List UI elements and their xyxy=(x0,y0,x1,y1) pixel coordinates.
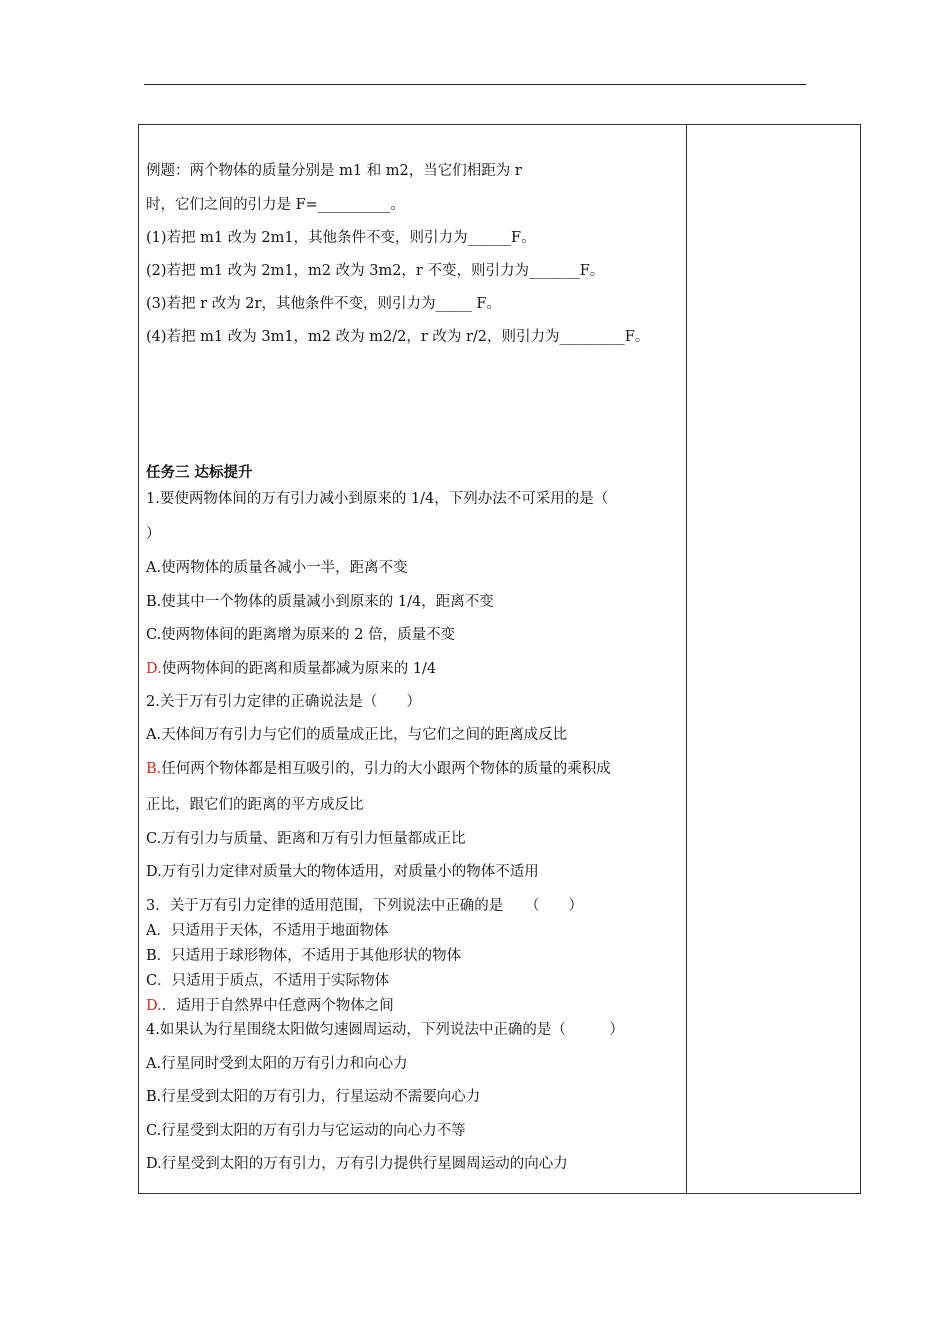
q3-option-d xyxy=(146,997,394,1015)
q3-option-b: B．只适用于球形物体，不适用于其他形状的物体 xyxy=(146,948,462,964)
q1-option-b: B.使其中一个物体的质量减小到原来的 1/4，距离不变 xyxy=(146,594,494,610)
q2-option-a: A.天体间万有引力与它们的质量成正比，与它们之间的距离成反比 xyxy=(146,727,568,743)
q4-option-a: A.行星同时受到太阳的万有引力和向心力 xyxy=(146,1056,408,1072)
q2-option-b-text: 任何两个物体都是相互吸引的，引力的大小跟两个物体的质量的乘积成 xyxy=(161,761,611,777)
q1-option-d-text: 使两物体间的距离和质量都减为原来的 1/4 xyxy=(161,661,437,677)
header-rule xyxy=(144,84,806,85)
q3-answer-mark: D. xyxy=(146,998,162,1014)
q2-option-c: C.万有引力与质量、距离和万有引力恒量都成正比 xyxy=(146,831,466,847)
q4-option-c: C.行星受到太阳的万有引力与它运动的向心力不等 xyxy=(146,1123,466,1139)
q2-option-b-cont: 正比，跟它们的距离的平方成反比 xyxy=(146,797,364,813)
q3-option-a: A．只适用于天体，不适用于地面物体 xyxy=(146,923,389,939)
q2-answer-mark: B. xyxy=(146,761,162,777)
q2-option-d: D.万有引力定律对质量大的物体适用，对质量小的物体不适用 xyxy=(146,864,539,880)
q3-option-d-text: ．适用于自然界中任意两个物体之间 xyxy=(161,998,394,1014)
q2-stem: 2.关于万有引力定律的正确说法是（ ） xyxy=(146,694,421,710)
q3-stem: 3．关于万有引力定律的适用范围，下列说法中正确的是 （ ） xyxy=(146,898,583,914)
example-question-2: (2)若把 m1 改为 2m1，m2 改为 3m2，r 不变，则引力为_______F。 xyxy=(146,263,605,279)
q4-stem: 4.如果认为行星围绕太阳做匀速圆周运动，下列说法中正确的是（ ） xyxy=(146,1022,624,1038)
notes-column xyxy=(687,125,860,1193)
example-question-1: (1)若把 m1 改为 2m1，其他条件不变，则引力为______F。 xyxy=(146,230,536,246)
q1-option-d xyxy=(146,660,436,678)
q1-answer-mark: D. xyxy=(146,661,162,677)
example-line-1: 例题：两个物体的质量分别是 m1 和 m2，当它们相距为 r xyxy=(146,163,522,179)
q3-option-c: C．只适用于质点，不适用于实际物体 xyxy=(146,973,390,989)
q4-option-d: D.行星受到太阳的万有引力，万有引力提供行星圆周运动的向心力 xyxy=(146,1156,568,1172)
q2-option-b xyxy=(146,760,611,778)
q1-stem: 1.要使两物体间的万有引力减小到原来的 1/4，下列办法不可采用的是（ xyxy=(146,491,609,507)
q1-stem-close: ） xyxy=(146,526,161,542)
q1-option-a: A.使两物体的质量各减小一半，距离不变 xyxy=(146,560,408,576)
example-line-2: 时，它们之间的引力是 F=__________。 xyxy=(146,197,405,213)
task3-title: 任务三 达标提升 xyxy=(146,465,253,481)
q1-option-c: C.使两物体间的距离增为原来的 2 倍，质量不变 xyxy=(146,627,456,643)
example-question-3: (3)若把 r 改为 2r，其他条件不变，则引力为_____ F。 xyxy=(146,296,501,312)
q4-option-b: B.行星受到太阳的万有引力，行星运动不需要向心力 xyxy=(146,1089,481,1105)
example-question-4: (4)若把 m1 改为 3m1，m2 改为 m2/2，r 改为 r/2，则引力为_________F。 xyxy=(146,329,650,345)
